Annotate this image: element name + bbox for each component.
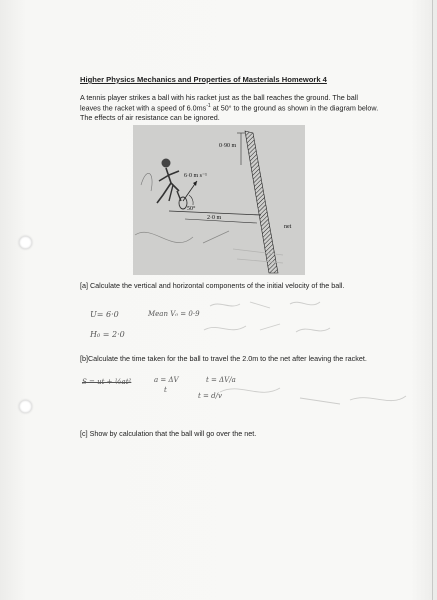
intro-unit-exponent: -1 bbox=[206, 103, 211, 110]
answer-a-line2: H₀ = 2·0 bbox=[90, 330, 125, 339]
answer-b-note1-den: t bbox=[164, 386, 167, 394]
answer-a-line1: U= 6·0 bbox=[90, 310, 119, 319]
answer-b-note2: t = ΔV/a bbox=[206, 376, 236, 384]
question-b: [b]Calculate the time taken for the ball to travel the 2.0m to the net after leaving the racket. bbox=[80, 354, 367, 363]
tennis-diagram bbox=[133, 125, 305, 275]
label-distance: 2·0 m bbox=[207, 215, 222, 221]
question-c: [c] Show by calculation that the ball will go over the net. bbox=[80, 429, 257, 438]
homework-title: Higher Physics Mechanics and Properties of Masterials Homework 4 bbox=[80, 75, 327, 84]
intro-text-2: at 50° to the ground as shown in the diagram below. The effects of air resistance can be ignored. bbox=[80, 103, 379, 122]
answer-b-note1: a = ΔV bbox=[154, 376, 179, 384]
answer-b-struck: S = ut + ½at² bbox=[82, 378, 132, 386]
answer-a-note: Mean V₀ = 0·9 bbox=[148, 310, 200, 318]
punch-hole-top bbox=[19, 236, 32, 249]
page-edge bbox=[432, 0, 433, 600]
intro-text-1: A tennis player strikes a ball with his racket just as the ball reaches the ground. The ball leaves the racket with a speed of 6.0ms bbox=[80, 93, 358, 113]
label-angle: 50° bbox=[187, 206, 196, 212]
label-speed: 6·0 m s⁻¹ bbox=[184, 173, 207, 179]
label-net: net bbox=[284, 224, 292, 230]
answer-b-note3: t = d/v bbox=[198, 392, 222, 400]
bleed-through-scribbles bbox=[200, 296, 410, 426]
punch-hole-bottom bbox=[19, 400, 32, 413]
label-height: 0·90 m bbox=[219, 143, 237, 149]
problem-intro bbox=[80, 93, 380, 122]
question-a: [a] Calculate the vertical and horizontal components of the initial velocity of the ball. bbox=[80, 281, 345, 290]
